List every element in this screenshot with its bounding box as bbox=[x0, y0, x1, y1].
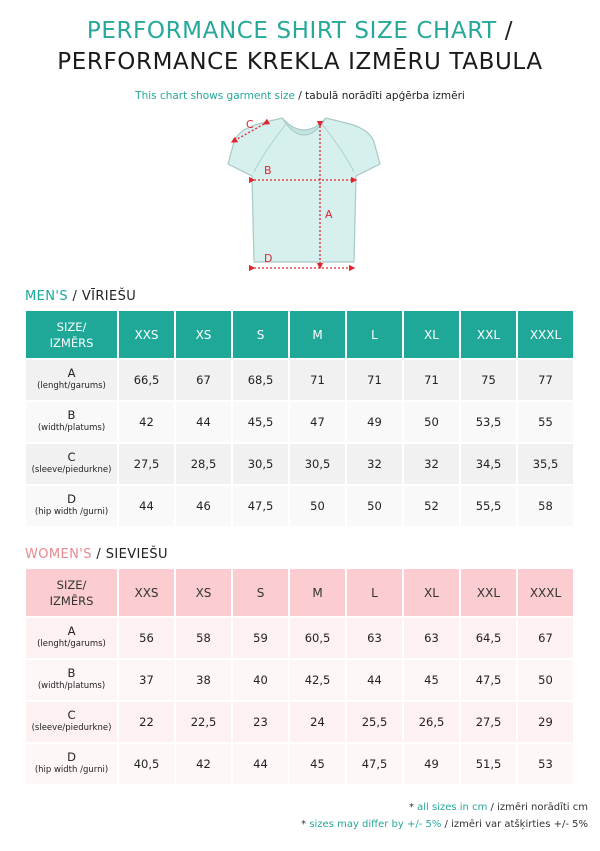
table-cell: 45 bbox=[404, 660, 459, 700]
womens-size-xs: XS bbox=[176, 569, 231, 616]
table-cell: 67 bbox=[518, 618, 573, 658]
mens-row-c bbox=[26, 444, 573, 484]
label-a: A bbox=[325, 208, 333, 221]
table-cell: 63 bbox=[404, 618, 459, 658]
table-cell: 63 bbox=[347, 618, 402, 658]
table-cell: 71 bbox=[290, 360, 345, 400]
table-cell: 55,5 bbox=[461, 486, 516, 526]
table-cell: 26,5 bbox=[404, 702, 459, 742]
table-cell: 30,5 bbox=[233, 444, 288, 484]
table-cell: 50 bbox=[347, 486, 402, 526]
table-cell: 64,5 bbox=[461, 618, 516, 658]
title-en: PERFORMANCE SHIRT SIZE CHART bbox=[86, 18, 497, 44]
table-cell: 40,5 bbox=[119, 744, 174, 784]
mens-size-l: L bbox=[347, 311, 402, 358]
womens-row-c bbox=[26, 702, 573, 742]
table-cell: 25,5 bbox=[347, 702, 402, 742]
mens-section-title bbox=[25, 289, 136, 304]
table-cell: 51,5 bbox=[461, 744, 516, 784]
table-cell: 24 bbox=[290, 702, 345, 742]
row-label: C (sleeve/piedurkne) bbox=[26, 444, 117, 484]
row-label: D (hip width /gurni) bbox=[26, 744, 117, 784]
table-cell: 47,5 bbox=[347, 744, 402, 784]
mens-header-row bbox=[26, 311, 573, 358]
row-label: D (hip width /gurni) bbox=[26, 486, 117, 526]
table-cell: 50 bbox=[518, 660, 573, 700]
label-c: C bbox=[246, 118, 254, 131]
shirt-shape bbox=[228, 118, 380, 262]
row-label: B (width/platums) bbox=[26, 660, 117, 700]
mens-row-b bbox=[26, 402, 573, 442]
womens-row-d bbox=[26, 744, 573, 784]
table-cell: 56 bbox=[119, 618, 174, 658]
womens-header-row bbox=[26, 569, 573, 616]
womens-title-lv: / SIEVIEŠU bbox=[96, 547, 168, 562]
table-cell: 50 bbox=[404, 402, 459, 442]
mens-size-xxs: XXS bbox=[119, 311, 174, 358]
womens-header-label: SIZE/ IZMĒRS bbox=[26, 569, 117, 616]
row-label: B (width/platums) bbox=[26, 402, 117, 442]
table-cell: 75 bbox=[461, 360, 516, 400]
table-cell: 50 bbox=[290, 486, 345, 526]
subtitle bbox=[0, 90, 600, 102]
title-separator: / bbox=[504, 18, 514, 44]
row-label: A (lenght/garums) bbox=[26, 360, 117, 400]
table-cell: 22 bbox=[119, 702, 174, 742]
table-cell: 46 bbox=[176, 486, 231, 526]
mens-size-xs: XS bbox=[176, 311, 231, 358]
table-cell: 53 bbox=[518, 744, 573, 784]
table-cell: 58 bbox=[176, 618, 231, 658]
table-cell: 42,5 bbox=[290, 660, 345, 700]
table-cell: 42 bbox=[176, 744, 231, 784]
table-cell: 53,5 bbox=[461, 402, 516, 442]
mens-size-xxxl: XXXL bbox=[518, 311, 573, 358]
table-cell: 27,5 bbox=[461, 702, 516, 742]
mens-size-table bbox=[24, 309, 575, 528]
footnote-units: * all sizes in cm / izmēri norādīti cm bbox=[408, 802, 588, 813]
table-cell: 22,5 bbox=[176, 702, 231, 742]
footnote-tolerance-en: sizes may differ by +/- 5% bbox=[309, 819, 442, 830]
shirt-diagram bbox=[224, 112, 384, 276]
table-cell: 34,5 bbox=[461, 444, 516, 484]
table-cell: 29 bbox=[518, 702, 573, 742]
subtitle-en: This chart shows garment size bbox=[135, 90, 295, 102]
womens-section-title bbox=[25, 547, 168, 562]
mens-size-m: M bbox=[290, 311, 345, 358]
subtitle-lv: / tabulā norādīti apģērba izmēri bbox=[298, 90, 465, 102]
womens-size-xxl: XXL bbox=[461, 569, 516, 616]
womens-size-xl: XL bbox=[404, 569, 459, 616]
mens-row-a bbox=[26, 360, 573, 400]
table-cell: 49 bbox=[347, 402, 402, 442]
table-cell: 44 bbox=[233, 744, 288, 784]
table-cell: 47,5 bbox=[233, 486, 288, 526]
table-cell: 47 bbox=[290, 402, 345, 442]
footnote-units-en: all sizes in cm bbox=[417, 802, 488, 813]
womens-title-en: WOMEN'S bbox=[25, 547, 92, 562]
table-cell: 28,5 bbox=[176, 444, 231, 484]
table-cell: 32 bbox=[347, 444, 402, 484]
table-cell: 71 bbox=[347, 360, 402, 400]
table-cell: 77 bbox=[518, 360, 573, 400]
table-cell: 30,5 bbox=[290, 444, 345, 484]
mens-title-en: MEN'S bbox=[25, 289, 68, 304]
mens-size-xl: XL bbox=[404, 311, 459, 358]
table-cell: 37 bbox=[119, 660, 174, 700]
row-label: C (sleeve/piedurkne) bbox=[26, 702, 117, 742]
mens-header-label: SIZE/ IZMĒRS bbox=[26, 311, 117, 358]
table-cell: 58 bbox=[518, 486, 573, 526]
label-d: D bbox=[264, 252, 273, 265]
table-cell: 52 bbox=[404, 486, 459, 526]
table-cell: 59 bbox=[233, 618, 288, 658]
table-cell: 66,5 bbox=[119, 360, 174, 400]
mens-title-lv: / VĪRIEŠU bbox=[72, 289, 137, 304]
womens-size-l: L bbox=[347, 569, 402, 616]
womens-size-table bbox=[24, 567, 575, 786]
footnote-tolerance-lv: / izmēri var atšķirties +/- 5% bbox=[444, 819, 588, 830]
womens-size-xxxl: XXXL bbox=[518, 569, 573, 616]
womens-size-m: M bbox=[290, 569, 345, 616]
table-cell: 44 bbox=[347, 660, 402, 700]
table-cell: 68,5 bbox=[233, 360, 288, 400]
table-cell: 44 bbox=[119, 486, 174, 526]
mens-size-s: S bbox=[233, 311, 288, 358]
table-cell: 42 bbox=[119, 402, 174, 442]
table-cell: 32 bbox=[404, 444, 459, 484]
mens-row-d bbox=[26, 486, 573, 526]
table-cell: 40 bbox=[233, 660, 288, 700]
table-cell: 45,5 bbox=[233, 402, 288, 442]
table-cell: 38 bbox=[176, 660, 231, 700]
womens-row-a bbox=[26, 618, 573, 658]
footnote-tolerance: * sizes may differ by +/- 5% / izmēri var atšķirties +/- 5% bbox=[301, 819, 588, 830]
womens-size-xxs: XXS bbox=[119, 569, 174, 616]
table-cell: 55 bbox=[518, 402, 573, 442]
table-cell: 60,5 bbox=[290, 618, 345, 658]
table-cell: 47,5 bbox=[461, 660, 516, 700]
table-cell: 23 bbox=[233, 702, 288, 742]
table-cell: 27,5 bbox=[119, 444, 174, 484]
table-cell: 45 bbox=[290, 744, 345, 784]
page-title-lv: PERFORMANCE KREKLA IZMĒRU TABULA bbox=[57, 49, 543, 75]
womens-size-s: S bbox=[233, 569, 288, 616]
mens-size-xxl: XXL bbox=[461, 311, 516, 358]
womens-row-b bbox=[26, 660, 573, 700]
footnote-units-lv: / izmēri norādīti cm bbox=[490, 802, 588, 813]
row-label: A (lenght/garums) bbox=[26, 618, 117, 658]
page-title bbox=[0, 17, 600, 45]
table-cell: 35,5 bbox=[518, 444, 573, 484]
label-b: B bbox=[264, 164, 272, 177]
table-cell: 71 bbox=[404, 360, 459, 400]
table-cell: 67 bbox=[176, 360, 231, 400]
table-cell: 44 bbox=[176, 402, 231, 442]
table-cell: 49 bbox=[404, 744, 459, 784]
